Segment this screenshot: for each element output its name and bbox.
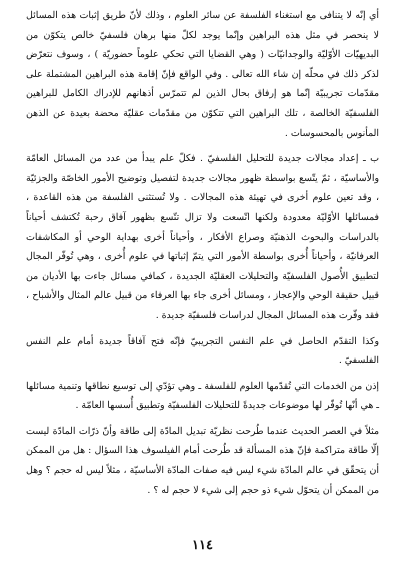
page-number: ١١٤ <box>192 538 213 553</box>
paragraph-2: ب ـ إعداد مجالات جديدة للتحليل الفلسفيّ . فكلّ علم يبدأ من عدد من المسائل العامّة والأساسيّة ، ثمّ يتّسع بواسطة ظهور مجالات جديدة لتفصيل وتوضيح الأمور الخاصّة والجزئيّة ، وقد تعين علوم أخرى في تهيئة هذه المجالات . ولا تُستثنى الفلسفة من هذه القاعدة ، فمسائلها الأوّليّة معدودة ولكنها اتّسعت ولا تزال تتّسع بظهور آفاق رحبة تُكتشف أحياناً بالدراسات والبحوث الذهنيّة وصراع الأفكار ، وأحياناً أخرى بهداية الوحي أو المكاشفات العرفانيّة ، وأحياناً أُخرى بواسطة الأمور التي يتمّ إثباتها في علوم أُخرى ، وهي تُوفّر المجال لتطبيق الأُصول الفلسفيّة والتحليلات العقليّة الجديدة ، كمافي مسائل جاءت بها الأديان من قبيل حقيقة الوحي والإعجاز ، ومسائل أخرى جاء بها العرفاء من قبيل عالم المثال والأشباح ، فقد وفّرت هذه المسائل المجال لدراسات فلسفيّة جديدة . <box>26 153 379 321</box>
paragraph-3: وكذا التقدّم الحاصل في علم النفس التجريبيّ فإنّه فتح آفاقاً جديدة أمام علم النفس الفلسفيّ . <box>26 335 379 367</box>
paragraph-1: أي إنّه لا يتنافى مع استغناء الفلسفة عن سائر العلوم ، وذلك لأنّ طريق إثبات هذه المسائل لا ينحصر في مثل هذه البراهين وإنّما يوجد لكلّ منها برهان فلسفيّ خالص يتكوّن من البديهيّات الأوّليّة والوجدانيّات ( وهي القضايا التي تحكي علوماً حضوريّة ) ، وسوف نتعرّض لذكر ذلك في محلّه إن شاء الله تعالى . وفي الواقع فإنّ إقامة هذه البراهين المشتملة على مقدّمات تجريبيّة إنّما هو إرفاق بحال الذين لم تتمرّس أذهانهم للإدراك الكامل للبراهين الفلسفيّة الخالصة ، تلك البراهين التي تتكوّن من مقدّمات عقليّة محضة بعيدة عن الذهن المأنوس بالمحسوسات . <box>26 10 379 139</box>
paragraph-5: مثلاً في العصر الحديث عندما طُرحت نظريّة تبديل المادّة إلى طاقة وأنّ ذرّات المادّة ليست إلّا طاقة متراكمة فإنّ هذه المسألة قد طُرحت أمام الفيلسوف هذا السؤال : هل من الممكن أن يتحقّق في عالم المادّة شيء ليس فيه صفات المادّة الأساسيّة ، مثلاً ليس له حجم ؟ وهل من الممكن أن يتحوّل شيء ذو حجم إلى شيء لا حجم له ؟ . <box>26 425 379 496</box>
paragraph-4: إذن من الخدمات التي تُقدّمها العلوم للفلسفة ـ وهي تؤدّي إلى توسيع نطاقها وتنمية مسائلها ـ هي أنّها تُوفّر لها موضوعات جديدةً للتحليلات الفلسفيّة وتطبيق أُسسها العامّة . <box>26 380 379 412</box>
